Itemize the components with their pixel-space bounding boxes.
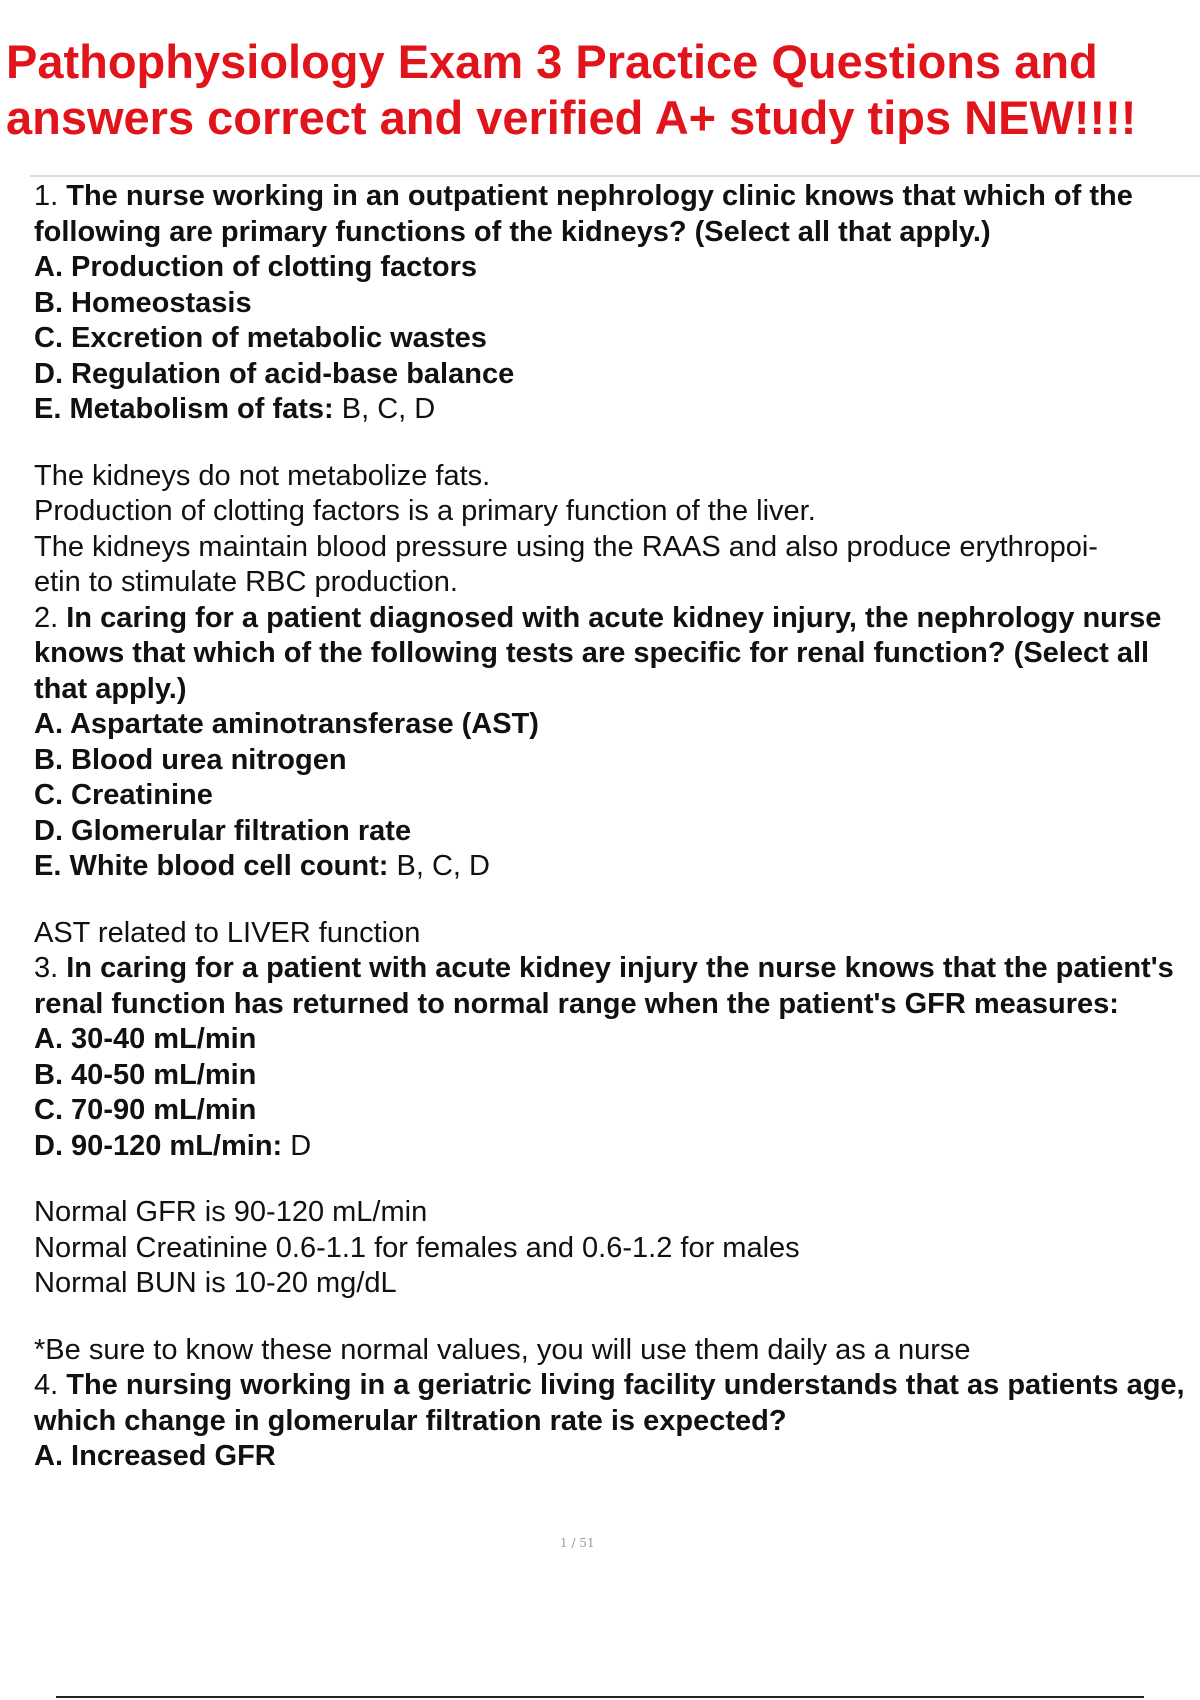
question-text: The nursing working in a geriatric living facility understands that as patients age, which change in glomerular filtration rate is expected? bbox=[34, 1369, 1185, 1437]
question-2-stem bbox=[34, 601, 1198, 708]
option: D. Glomerular filtration rate bbox=[34, 814, 412, 847]
rationale-line: The kidneys do not metabolize fats. bbox=[34, 459, 491, 492]
question-number: 2. bbox=[34, 601, 59, 634]
question-4-stem bbox=[34, 1368, 1198, 1439]
option: C. 70-90 mL/min bbox=[34, 1094, 257, 1126]
question-text: In caring for a patient with acute kidney injury the nurse knows that the patient's renal function has returned to normal range when the patient's GFR measures: bbox=[34, 952, 1174, 1020]
question-number: 1. bbox=[34, 180, 59, 212]
rationale-line: AST related to LIVER function bbox=[34, 916, 421, 949]
rationale-line: Production of clotting factors is a primary function of the liver. bbox=[34, 495, 816, 527]
question-1-stem bbox=[34, 179, 1198, 250]
option: C. Excretion of metabolic wastes bbox=[34, 322, 487, 354]
page-number: 1 / 51 bbox=[560, 1536, 595, 1550]
rationale-line: Normal BUN is 10-20 mg/dL bbox=[34, 1267, 397, 1299]
question-3-stem bbox=[34, 951, 1198, 1022]
rationale-line: Normal GFR is 90-120 mL/min bbox=[34, 1196, 428, 1228]
option: B. Blood urea nitrogen bbox=[34, 743, 347, 776]
option: D. 90-120 mL/min: bbox=[34, 1129, 283, 1162]
question-number: 3. bbox=[34, 952, 59, 984]
option: B. Homeostasis bbox=[34, 286, 252, 319]
option: D. Regulation of acid-base balance bbox=[34, 357, 515, 390]
option: C. Creatinine bbox=[34, 779, 213, 811]
question-text: The nurse working in an outpatient nephrology clinic knows that which of the following are primary functions of the kidneys? (Select all that apply.) bbox=[34, 180, 1133, 248]
option-with-answer bbox=[34, 849, 1198, 885]
rationale-line: The kidneys maintain blood pressure using the RAAS and also produce erythropoi- bbox=[34, 530, 1098, 563]
rationale-line: Normal Creatinine 0.6-1.1 for females and 0.6-1.2 for males bbox=[34, 1231, 800, 1264]
option: E. White blood cell count: bbox=[34, 850, 389, 882]
option: B. 40-50 mL/min bbox=[34, 1058, 257, 1091]
option: E. Metabolism of fats: bbox=[34, 393, 334, 425]
answer-key: B, C, D bbox=[388, 850, 490, 882]
option: A. Aspartate aminotransferase (AST) bbox=[34, 708, 539, 740]
footer-divider bbox=[56, 1696, 1144, 1698]
option-with-answer bbox=[34, 1129, 1198, 1165]
question-number: 4. bbox=[34, 1369, 59, 1401]
rationale-line: etin to stimulate RBC production. bbox=[34, 566, 458, 598]
answer-key: B, C, D bbox=[333, 393, 436, 425]
option: A. Increased GFR bbox=[34, 1440, 276, 1472]
title-divider bbox=[30, 175, 1200, 177]
option-with-answer bbox=[34, 392, 1198, 428]
question-text: In caring for a patient diagnosed with acute kidney injury, the nephrology nurse knows that which of the following tests are specific for renal function? (Select all that apply.) bbox=[34, 601, 1162, 705]
study-tip: *Be sure to know these normal values, you will use them daily as a nurse bbox=[34, 1333, 971, 1366]
document-body bbox=[34, 179, 1198, 1475]
option: A. Production of clotting factors bbox=[34, 251, 478, 283]
answer-key: D bbox=[282, 1129, 312, 1162]
option: A. 30-40 mL/min bbox=[34, 1023, 257, 1055]
page-title: Pathophysiology Exam 3 Practice Questions and answers correct and verified A+ study tips NEW!!!! bbox=[6, 35, 1137, 144]
